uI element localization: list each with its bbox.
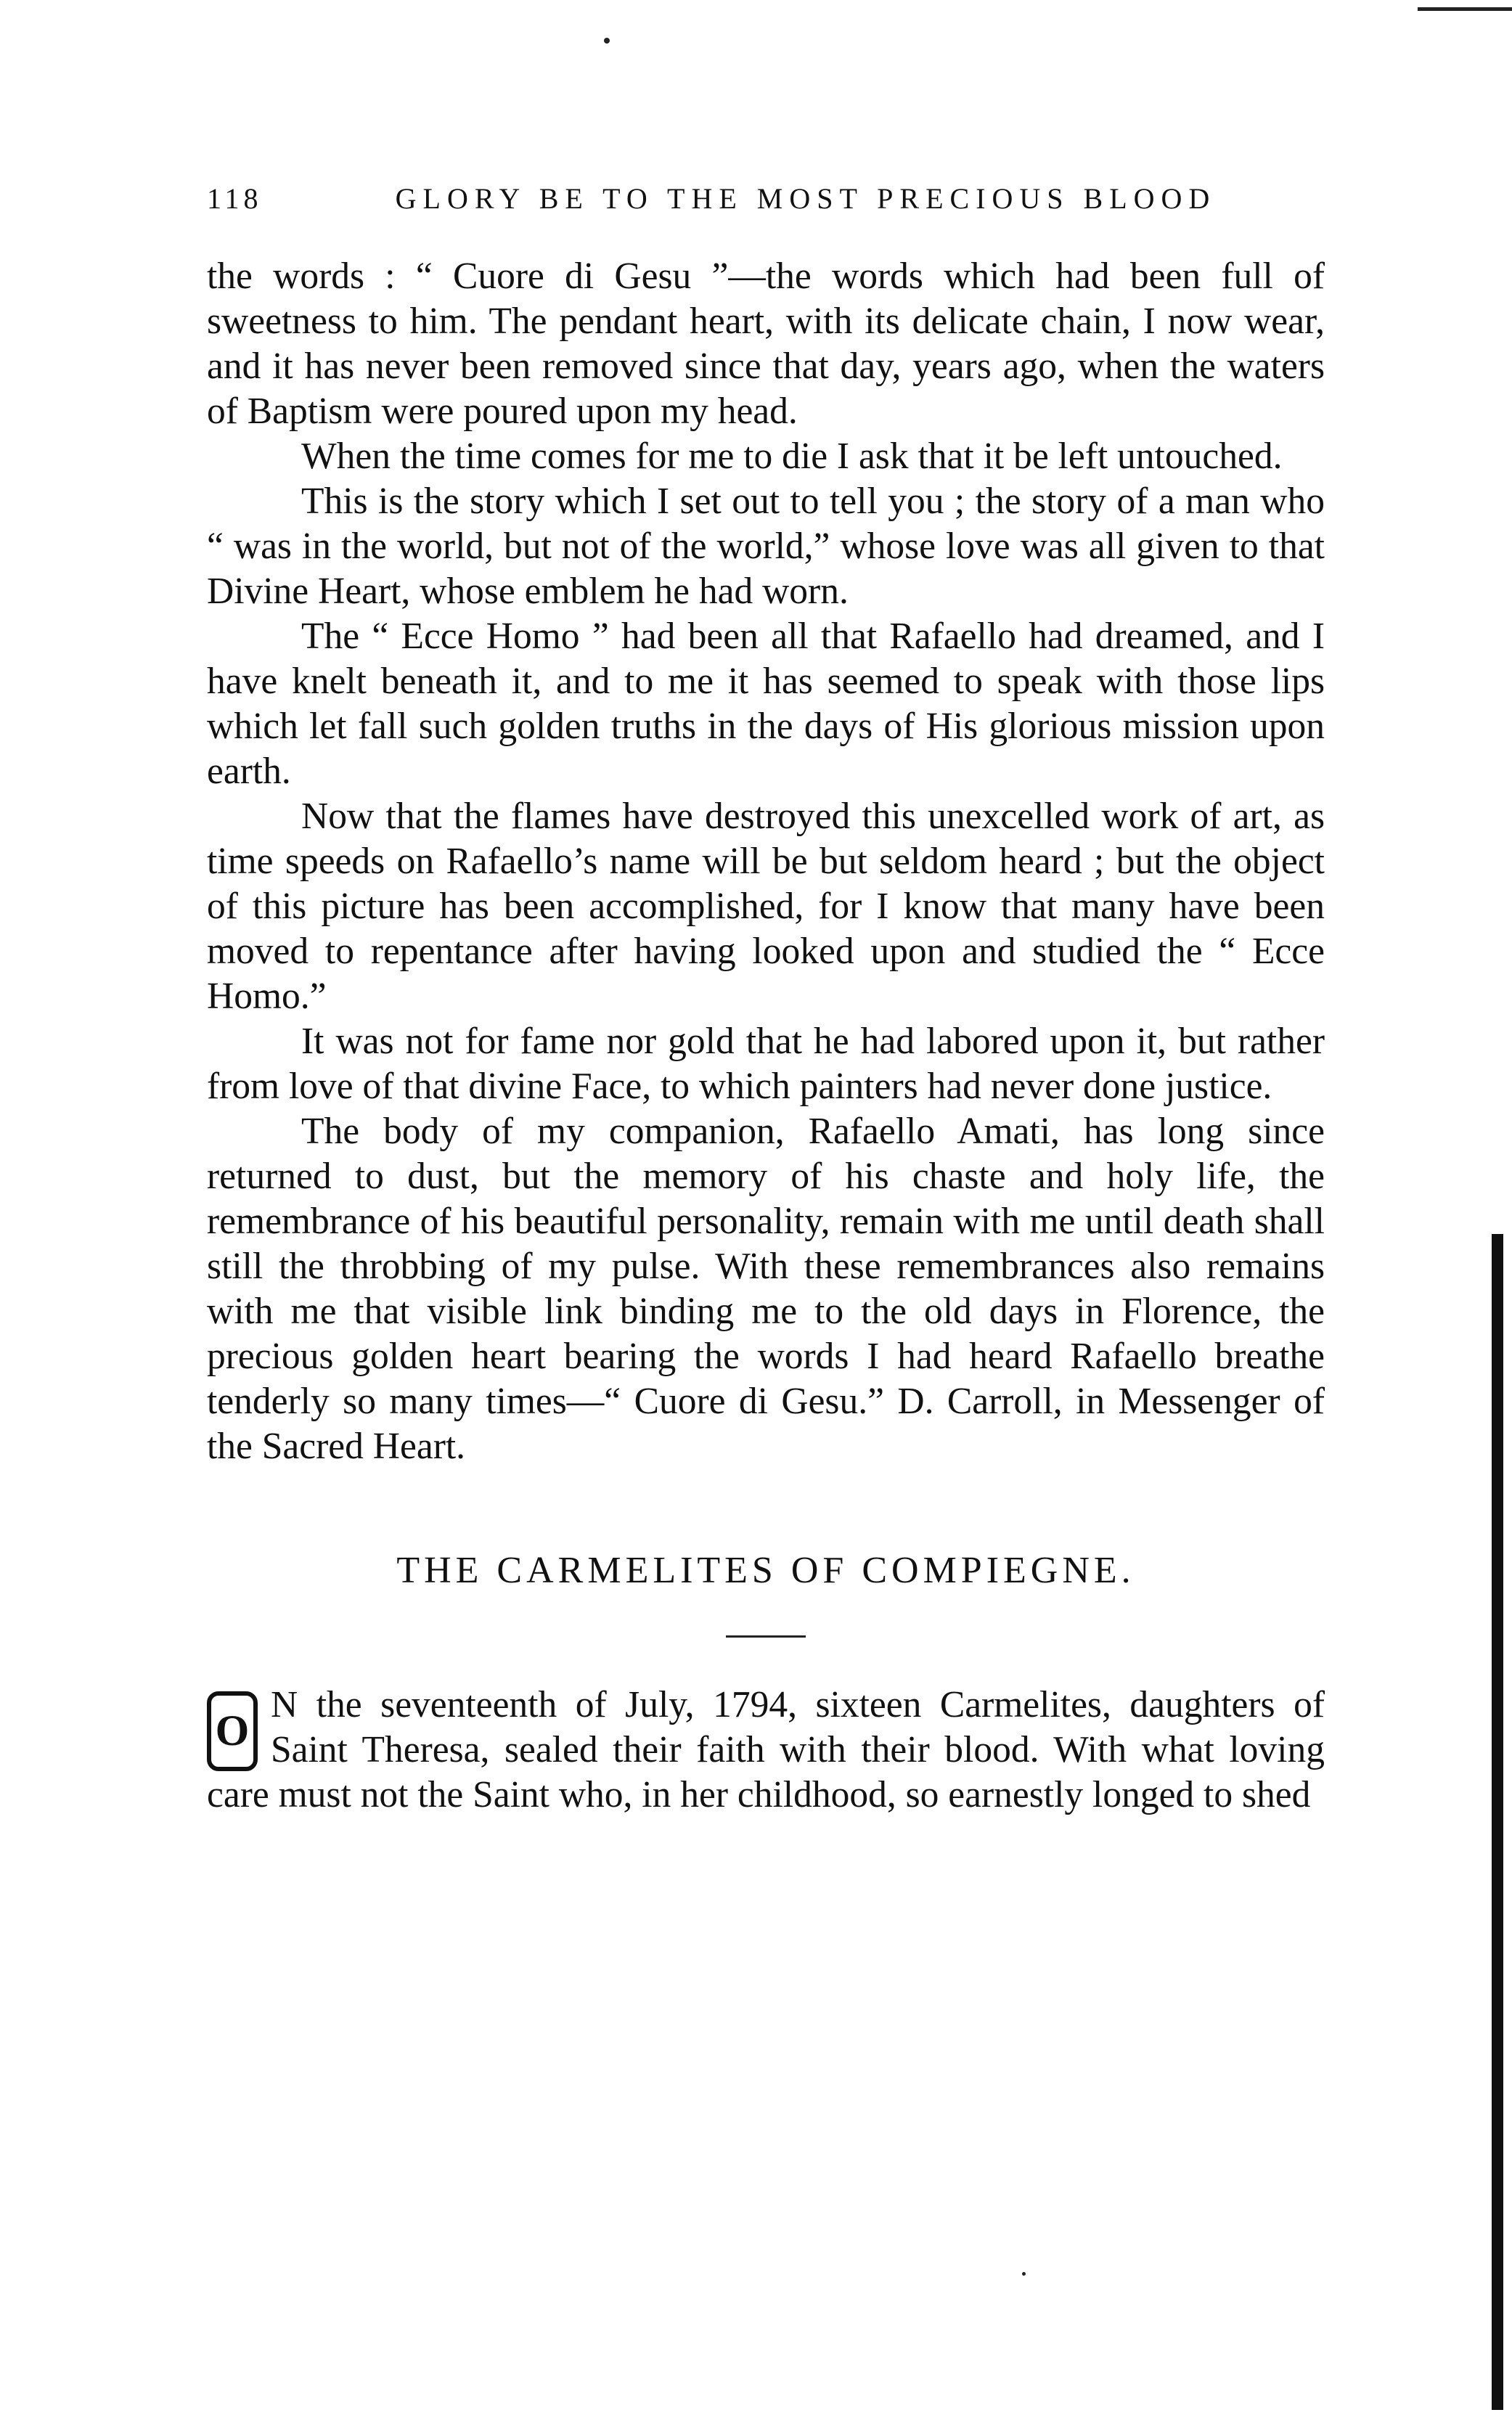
article-title: THE CARMELITES OF COMPIEGNE. [396,1550,1135,1591]
paragraph: The body of my companion, Rafaello Amati, has long since returned to dust, but the memory of his chaste and holy life, the remembrance of his beautiful personality, remain with me until death shall still the throbbing of my pulse. With these remembrances also remains with me that visible link binding me to the old days in Florence, the precious golden heart bearing the words I had heard Rafaello breathe tenderly so many times—“ Cuore di Gesu.” D. Carroll, in Messenger of the Sacred Heart. [207,1111,1325,1467]
running-head [207,181,1325,225]
book-page [207,181,1325,1818]
paragraph: This is the story which I set out to tell you ; the story of a man who “ was in the world, but not of the world,” whose love was all given to that Divine Heart, whose emblem he had worn. [207,481,1325,612]
title-divider [726,1635,806,1638]
story-text [207,254,1325,1469]
page-number: 118 [207,182,263,215]
paragraph: When the time comes for me to die I ask that it be left untouched. [301,436,1283,477]
dust-speck [1022,2272,1026,2276]
scan-edge-top [1418,7,1512,11]
scan-edge-right [1492,1234,1503,2410]
article-opening [207,1683,1325,1818]
running-title: GLORY BE TO THE MOST PRECIOUS BLOOD [395,182,1217,215]
article-opening-text: N the seventeenth of July, 1794, sixteen Carmelites, daughters of Saint Theresa, sealed their faith with their blood. With what loving care must not the Saint who, in her childhood, so earnestly longed to shed [207,1684,1325,1815]
dust-speck [604,38,610,44]
paragraph: It was not for fame nor gold that he had labored upon it, but rather from love of that divine Face, to which painters had never done justice. [207,1021,1325,1107]
drop-cap-initial: O [207,1691,258,1771]
paragraph-continuation: the words : “ Cuore di Gesu ”—the words which had been full of sweetness to him. The pendant heart, with its delicate chain, I now wear, and it has never been removed since that day, years ago, when the waters of Baptism were poured upon my head. [207,256,1325,432]
paragraph: The “ Ecce Homo ” had been all that Rafaello had dreamed, and I have knelt beneath it, and to me it has seemed to speak with those lips which let fall such golden truths in the days of His glorious mission upon earth. [207,616,1325,792]
paragraph: Now that the flames have destroyed this unexcelled work of art, as time speeds on Rafaello’s name will be but seldom heard ; but the object of this picture has been accomplished, for I know that many have been moved to repentance after having looked upon and studied the “ Ecce Homo.” [207,796,1325,1017]
